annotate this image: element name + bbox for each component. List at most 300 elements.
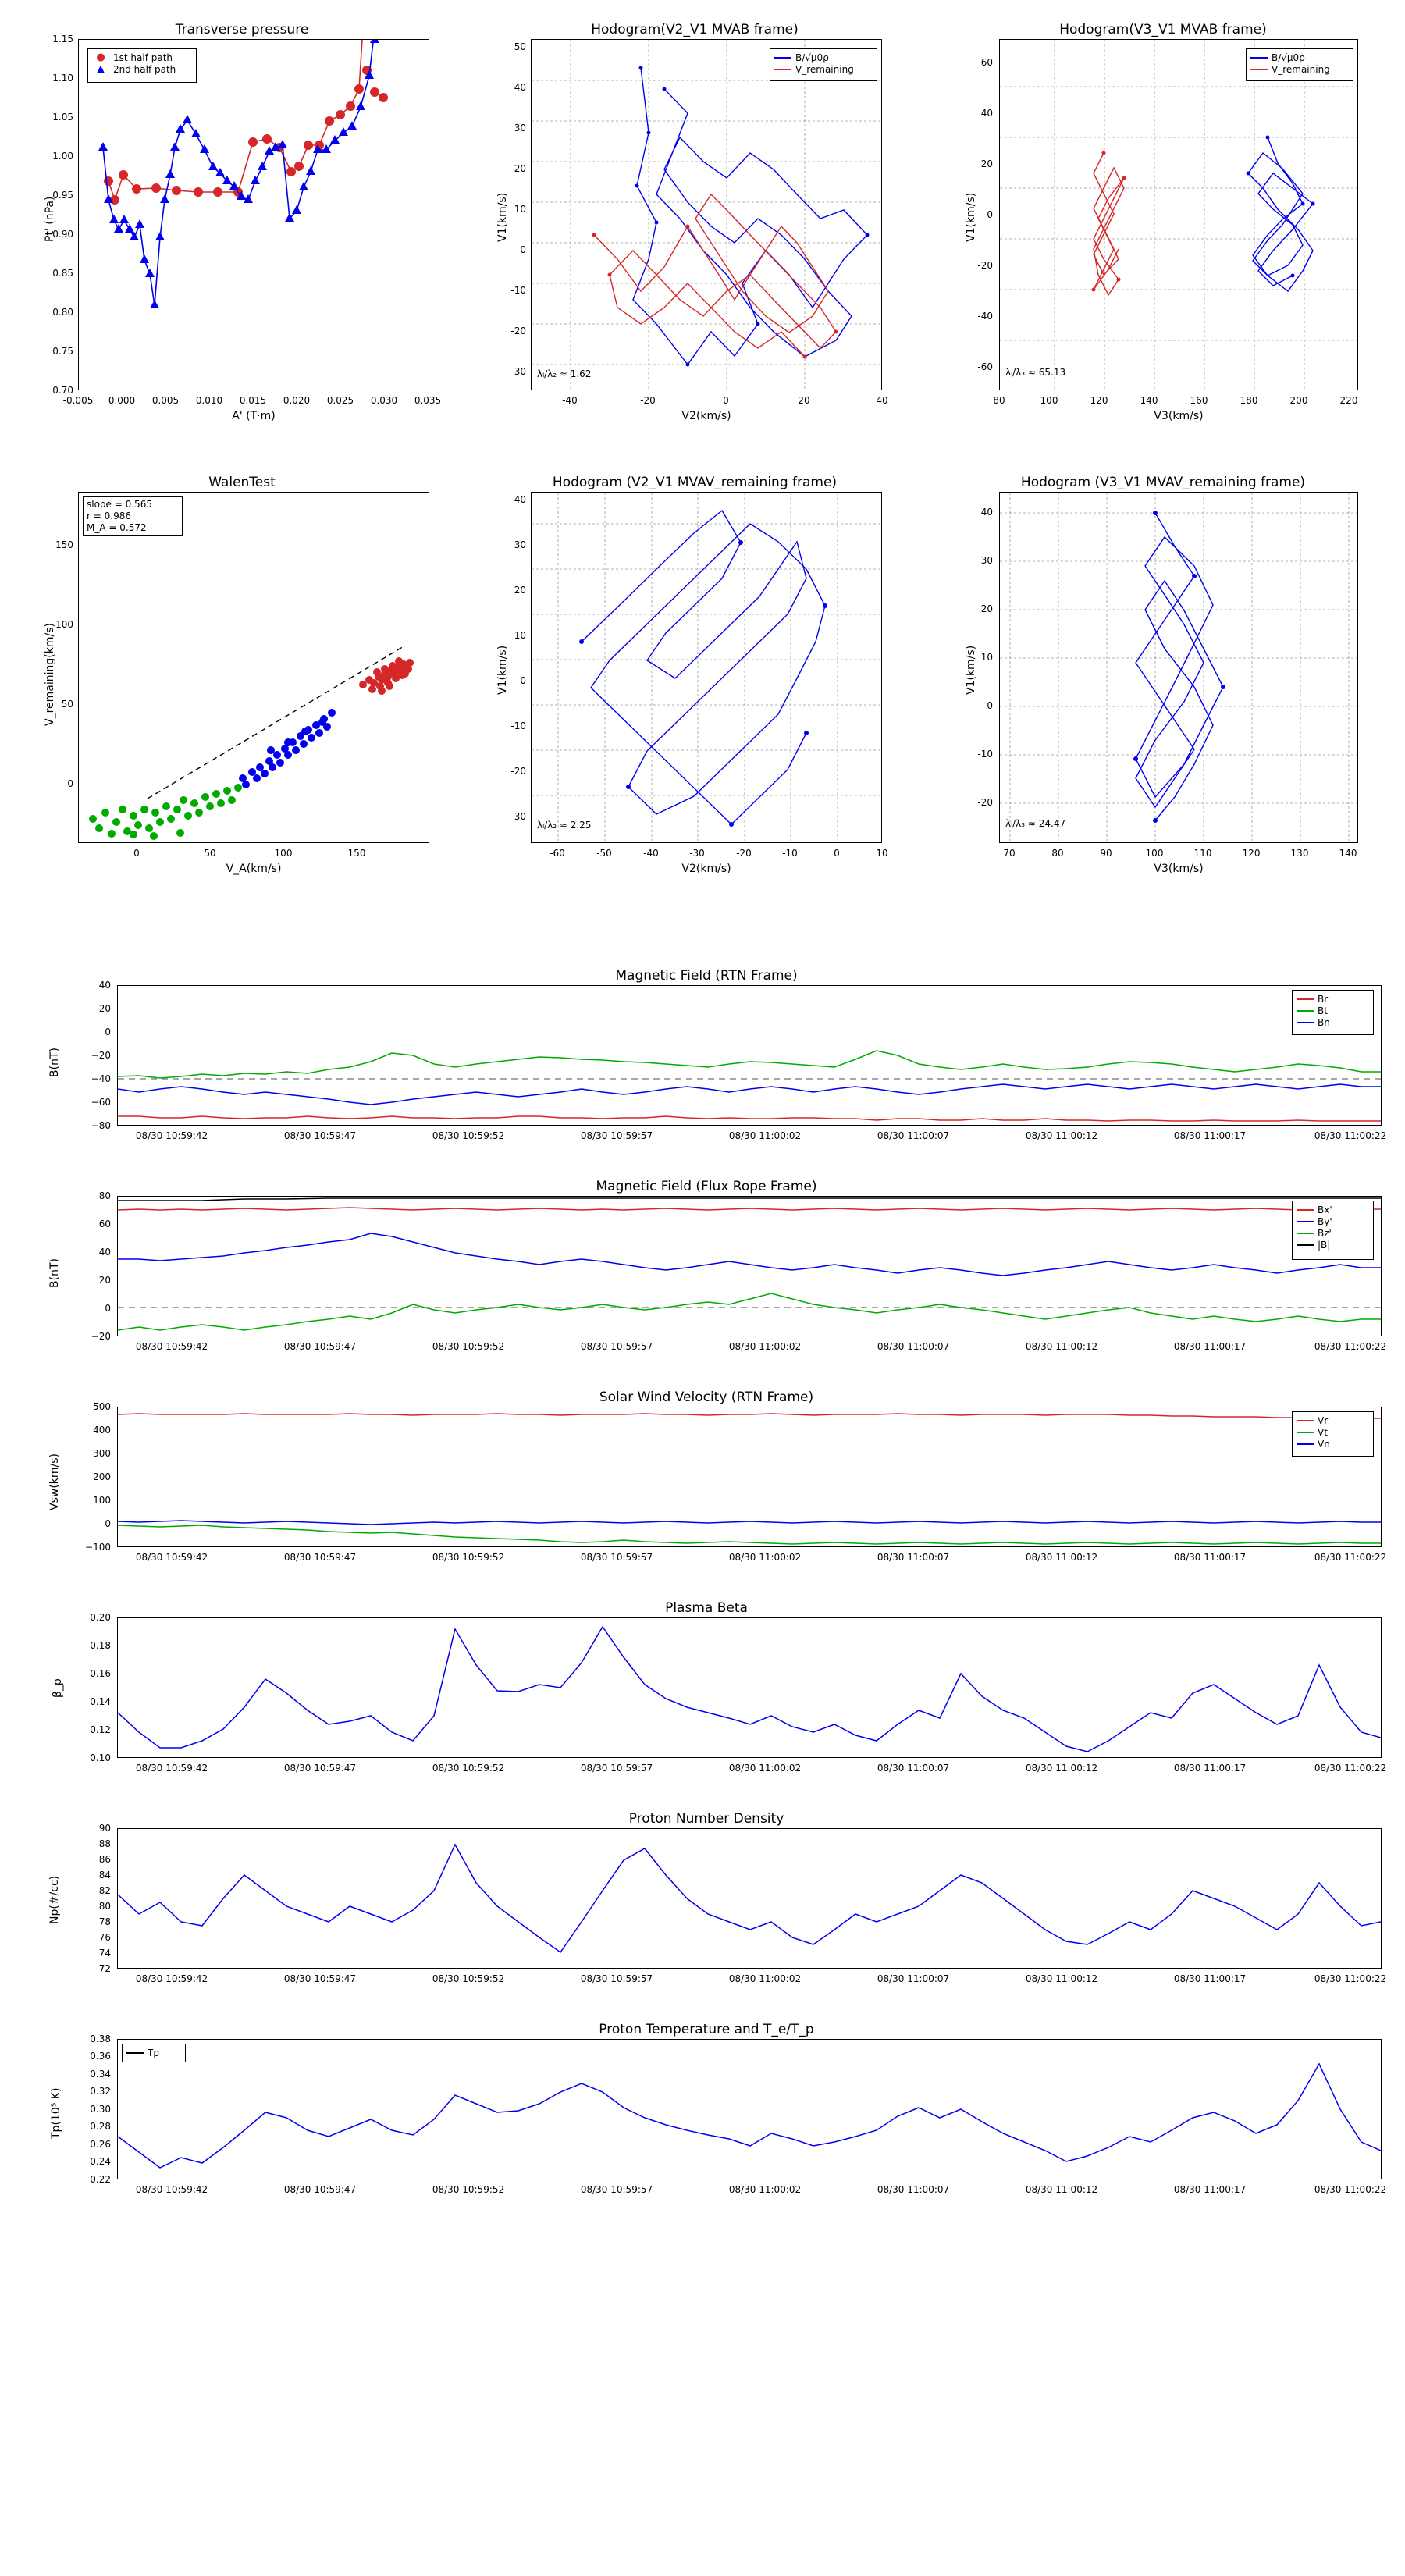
x-tick: 100 [1145,848,1164,859]
x-tick: 08/30 10:59:42 [135,1130,208,1141]
legend-label: V_remaining [795,63,854,75]
line-swatch [774,69,791,70]
y-tick: -10 [977,749,993,760]
y-tick: 40 [98,1247,111,1258]
y-tick: -20 [977,260,993,271]
legend-item [774,63,873,75]
y-tick: 400 [93,1425,111,1436]
x-tick: 08/30 11:00:12 [1025,1130,1098,1141]
panel-walen-test [31,468,453,882]
x-tick: 0.025 [326,395,354,406]
x-tick: 08/30 10:59:52 [432,1973,505,1984]
y-tick: 0.70 [52,385,73,396]
y-tick: 1.15 [52,34,73,44]
x-tick: 08/30 10:59:57 [580,1973,653,1984]
legend-label: |B| [1318,1239,1331,1251]
x-tick: 08/30 11:00:07 [877,1973,950,1984]
y-tick: 0.18 [90,1640,111,1651]
panel-title: Plasma Beta [665,1600,748,1616]
legend-label: B/√μ0ρ [1272,52,1305,63]
x-axis-label: V3(km/s) [1154,863,1204,875]
y-tick: 90 [98,1823,111,1834]
y-tick: 0.85 [52,268,73,279]
x-tick: 08/30 11:00:22 [1314,1341,1387,1352]
eigenvalue-ratio-annotation: λₗ/λ₂ ≈ 2.25 [537,820,592,831]
legend-label: Br [1318,993,1329,1005]
panel-hodogram-v3v1-mvav [944,468,1382,882]
legend-item [126,2047,181,2058]
x-tick: 08/30 11:00:02 [728,1341,802,1352]
y-tick: -60 [977,361,993,372]
x-tick: 0.030 [370,395,398,406]
panel-proton-temperature [31,2022,1387,2225]
x-tick: 08/30 11:00:02 [728,1552,802,1563]
y-tick: 0 [67,778,73,789]
y-tick: 1.10 [52,73,73,84]
plasma-beta-plot [118,1618,1381,1757]
r-value: r = 0.986 [87,511,131,521]
x-tick: -40 [562,395,578,406]
y-tick: 0.32 [90,2086,111,2097]
x-tick: 08/30 10:59:42 [135,1763,208,1774]
y-tick: −20 [91,1331,111,1342]
y-tick: 0.24 [90,2156,111,2167]
legend-label: Bt [1318,1005,1328,1016]
y-axis-label: Tp(10⁵ K) [50,2087,62,2139]
legend-item [1297,1016,1369,1028]
x-tick: 0 [723,395,729,406]
y-tick: 50 [61,699,73,710]
line-swatch [774,57,791,59]
x-tick: 08/30 11:00:12 [1025,1552,1098,1563]
x-tick: -10 [782,848,798,859]
legend-magnetic-field-flux-rope [1292,1201,1374,1260]
hodogram-v2v1-mvab-plot [532,40,881,390]
legend-label: Vt [1318,1426,1328,1438]
x-tick: 08/30 10:59:47 [283,1130,357,1141]
plot-area [117,1196,1382,1336]
y-tick: 82 [98,1885,111,1896]
hodogram-v3v1-mvav-plot [1000,493,1357,842]
legend-item [1297,1215,1369,1227]
y-tick: 84 [98,1870,111,1880]
y-tick: 100 [93,1495,111,1506]
x-tick: 08/30 10:59:47 [283,1763,357,1774]
plot-area [117,1407,1382,1547]
y-axis-label: Vsw(km/s) [48,1453,61,1510]
y-tick: 40 [514,82,526,93]
legend-item [1297,1204,1369,1215]
y-tick: -30 [510,811,526,822]
proton-temperature-plot [118,2040,1381,2179]
slope-value: slope = 0.565 [87,499,152,510]
y-tick: 0 [520,244,526,255]
y-axis-label: V_remaining(km/s) [44,623,56,726]
y-tick: 0.36 [90,2051,111,2062]
y-tick: -40 [977,311,993,322]
x-tick: 08/30 11:00:07 [877,2184,950,2195]
legend-item [92,52,192,63]
y-tick: 60 [98,1219,111,1229]
legend-item [92,63,192,75]
y-tick: −80 [91,1120,111,1131]
x-tick: 140 [1140,395,1158,406]
x-tick: 08/30 11:00:17 [1173,1552,1247,1563]
y-tick: 200 [93,1471,111,1482]
y-tick: 0.14 [90,1696,111,1707]
y-tick: 86 [98,1854,111,1865]
y-axis-label: Pt' (nPa) [44,196,56,242]
transverse-pressure-plot [79,40,429,390]
x-tick: 08/30 11:00:02 [728,1130,802,1141]
x-tick: 08/30 11:00:12 [1025,2184,1098,2195]
y-tick: -30 [510,366,526,377]
legend-proton-temperature [122,2044,186,2062]
x-axis-label: V3(km/s) [1154,410,1204,422]
y-axis-label: V1(km/s) [965,192,977,242]
solar-wind-velocity-plot [118,1407,1381,1546]
panel-proton-number-density [31,1811,1387,2014]
x-tick: 20 [798,395,810,406]
x-tick: 08/30 11:00:17 [1173,2184,1247,2195]
magnetic-field-flux-rope-plot [118,1197,1381,1336]
y-tick: 0.95 [52,190,73,201]
x-tick: 220 [1339,395,1358,406]
y-tick: 10 [514,204,526,215]
x-tick: 180 [1240,395,1258,406]
x-tick: 08/30 10:59:52 [432,2184,505,2195]
legend-label: Bn [1318,1016,1330,1028]
x-tick: 130 [1290,848,1309,859]
y-tick: −100 [85,1542,111,1553]
y-tick: 20 [980,158,993,169]
x-tick: 08/30 10:59:57 [580,1552,653,1563]
y-tick: 40 [980,108,993,119]
panel-title: Solar Wind Velocity (RTN Frame) [599,1389,814,1405]
y-tick: 500 [93,1401,111,1412]
plot-area [78,492,429,843]
x-tick: 80 [993,395,1005,406]
x-tick: 08/30 10:59:42 [135,1341,208,1352]
legend-label: B/√μ0ρ [795,52,829,63]
y-tick: -20 [510,326,526,336]
y-tick: 0.75 [52,346,73,357]
x-tick: -30 [689,848,705,859]
x-tick: 08/30 10:59:52 [432,1130,505,1141]
x-tick: 0.020 [283,395,311,406]
line-swatch [1297,1233,1314,1234]
y-tick: 40 [98,980,111,991]
y-tick: 0 [987,209,993,220]
x-tick: 50 [204,848,216,859]
y-tick: −40 [91,1073,111,1084]
y-tick: -10 [510,285,526,296]
panel-magnetic-field-flux-rope [31,1179,1387,1382]
x-tick: 08/30 11:00:12 [1025,1763,1098,1774]
x-tick: 08/30 10:59:42 [135,2184,208,2195]
hodogram-v3v1-mvab-plot [1000,40,1357,390]
panel-title: Magnetic Field (Flux Rope Frame) [596,1179,817,1194]
y-tick: 0.90 [52,229,73,240]
y-tick: 0 [105,1303,111,1314]
eigenvalue-ratio-annotation: λₗ/λ₃ ≈ 65.13 [1005,367,1066,378]
y-tick: 30 [980,555,993,566]
y-axis-label: B(nT) [48,1048,61,1077]
legend-item [1297,1426,1369,1438]
x-tick: 08/30 10:59:57 [580,1763,653,1774]
eigenvalue-ratio-annotation: λₗ/λ₂ ≈ 1.62 [537,368,592,379]
legend-item [774,52,873,63]
plot-area [117,1617,1382,1758]
x-tick: -0.005 [62,395,94,406]
ma-value: M_A = 0.572 [87,522,147,533]
y-tick: 10 [980,652,993,663]
panel-hodogram-v2v1-mvav [484,468,905,882]
x-tick: -40 [643,848,659,859]
line-swatch [1297,998,1314,1000]
y-tick: 0.38 [90,2033,111,2044]
y-tick: 50 [514,41,526,52]
y-tick: 40 [514,494,526,505]
x-tick: 150 [347,848,366,859]
y-tick: 20 [980,603,993,614]
x-tick: 0.005 [151,395,180,406]
legend-label: Tp [148,2047,159,2058]
plot-area [999,39,1358,390]
y-tick: 1.05 [52,112,73,123]
legend-hodogram-v3v1-mvab [1246,48,1353,81]
x-tick: 08/30 11:00:07 [877,1552,950,1563]
y-tick: 72 [98,1963,111,1974]
y-tick: 60 [980,57,993,68]
x-tick: 08/30 10:59:42 [135,1973,208,1984]
x-tick: 08/30 11:00:17 [1173,1973,1247,1984]
y-tick: 0.30 [90,2104,111,2115]
y-tick: 20 [98,1003,111,1014]
x-tick: 08/30 11:00:12 [1025,1973,1098,1984]
y-tick: 0.80 [52,307,73,318]
x-tick: 08/30 10:59:52 [432,1552,505,1563]
x-tick: 140 [1339,848,1357,859]
x-tick: 120 [1242,848,1261,859]
x-tick: 0.010 [195,395,223,406]
x-tick: 160 [1190,395,1208,406]
y-axis-label: Np(#/cc) [48,1875,61,1924]
y-tick: 0.20 [90,1612,111,1623]
plot-area [117,1828,1382,1969]
hodogram-v2v1-mvav-plot [532,493,881,842]
x-tick: 08/30 11:00:22 [1314,1130,1387,1141]
x-axis-label: A' (T·m) [232,410,276,422]
panel-title: Hodogram (V3_V1 MVAV_remaining frame) [1020,475,1306,490]
triangle-marker-icon: ▲ [97,63,105,75]
y-tick: −20 [91,1050,111,1061]
y-tick: 40 [980,507,993,518]
x-tick: 08/30 11:00:07 [877,1763,950,1774]
panel-title: Magnetic Field (RTN Frame) [615,968,798,984]
legend-magnetic-field-rtn [1292,990,1374,1035]
panel-title: Hodogram(V3_V1 MVAB frame) [1059,22,1267,37]
legend-label: By' [1318,1215,1332,1227]
line-swatch [126,2052,144,2054]
x-tick: 0.000 [108,395,136,406]
x-tick: 08/30 11:00:07 [877,1130,950,1141]
x-tick: 08/30 11:00:17 [1173,1763,1247,1774]
line-swatch [1297,1209,1314,1211]
legend-item [1297,1414,1369,1426]
x-tick: 100 [1040,395,1058,406]
panel-title: Proton Temperature and T_e/T_p [599,2022,814,2037]
y-tick: -20 [510,766,526,777]
x-tick: 40 [876,395,888,406]
panel-title: Hodogram (V2_V1 MVAV_remaining frame) [552,475,838,490]
y-tick: 76 [98,1932,111,1943]
legend-label: Vr [1318,1414,1329,1426]
legend-label: Bz' [1318,1227,1332,1239]
x-tick: 08/30 10:59:52 [432,1341,505,1352]
x-tick: -60 [550,848,565,859]
x-tick: -20 [640,395,656,406]
x-tick: -50 [596,848,612,859]
x-tick: 100 [274,848,293,859]
legend-label: 2nd half path [113,63,176,75]
x-tick: 08/30 11:00:17 [1173,1130,1247,1141]
x-axis-label: V2(km/s) [681,410,731,422]
y-tick: 20 [514,585,526,596]
y-tick: 300 [93,1448,111,1459]
y-tick: 74 [98,1948,111,1959]
x-tick: -20 [736,848,752,859]
legend-hodogram-v2v1-mvab [770,48,877,81]
legend-item [1250,63,1349,75]
magnetic-field-rtn-plot [118,986,1381,1125]
y-tick: 20 [514,163,526,174]
y-axis-label: V1(km/s) [496,192,509,242]
y-tick: 100 [55,619,73,630]
line-swatch [1297,1432,1314,1433]
x-tick: 0.035 [414,395,442,406]
line-swatch [1297,1221,1314,1222]
y-axis-label: V1(km/s) [965,645,977,695]
legend-solar-wind-velocity [1292,1411,1374,1457]
x-axis-label: V2(km/s) [681,863,731,875]
y-tick: 10 [514,630,526,641]
panel-hodogram-v3v1-mvab [944,16,1382,429]
x-axis-label: V_A(km/s) [226,863,282,875]
y-tick: 0 [105,1026,111,1037]
x-tick: 08/30 11:00:22 [1314,1763,1387,1774]
legend-label: Bx' [1318,1204,1332,1215]
y-tick: 0.22 [90,2174,111,2185]
x-tick: 08/30 11:00:02 [728,2184,802,2195]
x-tick: 10 [876,848,888,859]
x-tick: 08/30 10:59:47 [283,1552,357,1563]
x-tick: 08/30 10:59:57 [580,1130,653,1141]
y-tick: 88 [98,1838,111,1849]
legend-item [1297,1227,1369,1239]
x-tick: 08/30 11:00:02 [728,1763,802,1774]
plot-area [78,39,429,390]
x-tick: 0.015 [239,395,267,406]
panel-magnetic-field-rtn [31,968,1387,1171]
y-tick: 30 [514,123,526,133]
legend-label: 1st half path [113,52,173,63]
line-swatch [1297,1244,1314,1246]
x-tick: 08/30 10:59:47 [283,1341,357,1352]
plot-area [117,2039,1382,2179]
y-tick: 78 [98,1916,111,1927]
x-tick: 08/30 11:00:12 [1025,1341,1098,1352]
y-axis-label: V1(km/s) [496,645,509,695]
y-tick: 150 [55,539,73,550]
y-tick: 0.16 [90,1668,111,1679]
panel-transverse-pressure [31,16,453,429]
walen-test-plot [79,493,429,842]
y-tick: 0 [105,1518,111,1529]
panel-plasma-beta [31,1600,1387,1803]
y-tick: -20 [977,797,993,808]
y-tick: 0.34 [90,2069,111,2080]
line-swatch [1297,1420,1314,1421]
y-tick: -10 [510,720,526,731]
x-tick: 08/30 11:00:22 [1314,1973,1387,1984]
plot-area [531,492,882,843]
x-tick: 08/30 10:59:57 [580,2184,653,2195]
legend-item [1297,993,1369,1005]
legend-item [1297,1239,1369,1251]
y-tick: 30 [514,539,526,550]
legend-transverse-pressure [87,48,197,83]
y-tick: −60 [91,1097,111,1108]
legend-label: V_remaining [1272,63,1330,75]
line-swatch [1250,69,1268,70]
x-tick: 70 [1003,848,1016,859]
line-swatch [1297,1022,1314,1023]
eigenvalue-ratio-annotation: λₗ/λ₃ ≈ 24.47 [1005,818,1066,829]
x-tick: 08/30 10:59:57 [580,1341,653,1352]
panel-hodogram-v2v1-mvab [484,16,905,429]
legend-item [1297,1438,1369,1450]
x-tick: 0 [133,848,140,859]
circle-marker-icon: ● [96,52,105,63]
panel-solar-wind-velocity [31,1389,1387,1592]
x-tick: 80 [1051,848,1064,859]
y-tick: 0 [520,675,526,686]
y-tick: 0.12 [90,1724,111,1735]
x-tick: 08/30 11:00:07 [877,1341,950,1352]
proton-number-density-plot [118,1829,1381,1968]
x-tick: 08/30 11:00:22 [1314,1552,1387,1563]
line-swatch [1297,1010,1314,1012]
x-tick: 08/30 11:00:22 [1314,2184,1387,2195]
y-tick: 80 [98,1901,111,1912]
panel-title: Hodogram(V2_V1 MVAB frame) [591,22,799,37]
y-tick: 20 [98,1275,111,1286]
plot-area [117,985,1382,1126]
y-tick: 0.10 [90,1752,111,1763]
walen-stats-annotation [83,496,183,536]
x-tick: 08/30 11:00:02 [728,1973,802,1984]
plot-area [999,492,1358,843]
y-axis-label: β_p [52,1678,64,1698]
y-tick: 0 [987,700,993,711]
x-tick: 120 [1090,395,1108,406]
x-tick: 08/30 10:59:47 [283,1973,357,1984]
x-tick: 0 [834,848,840,859]
x-tick: 90 [1100,848,1112,859]
panel-title: WalenTest [208,475,276,490]
y-axis-label: B(nT) [48,1258,61,1288]
